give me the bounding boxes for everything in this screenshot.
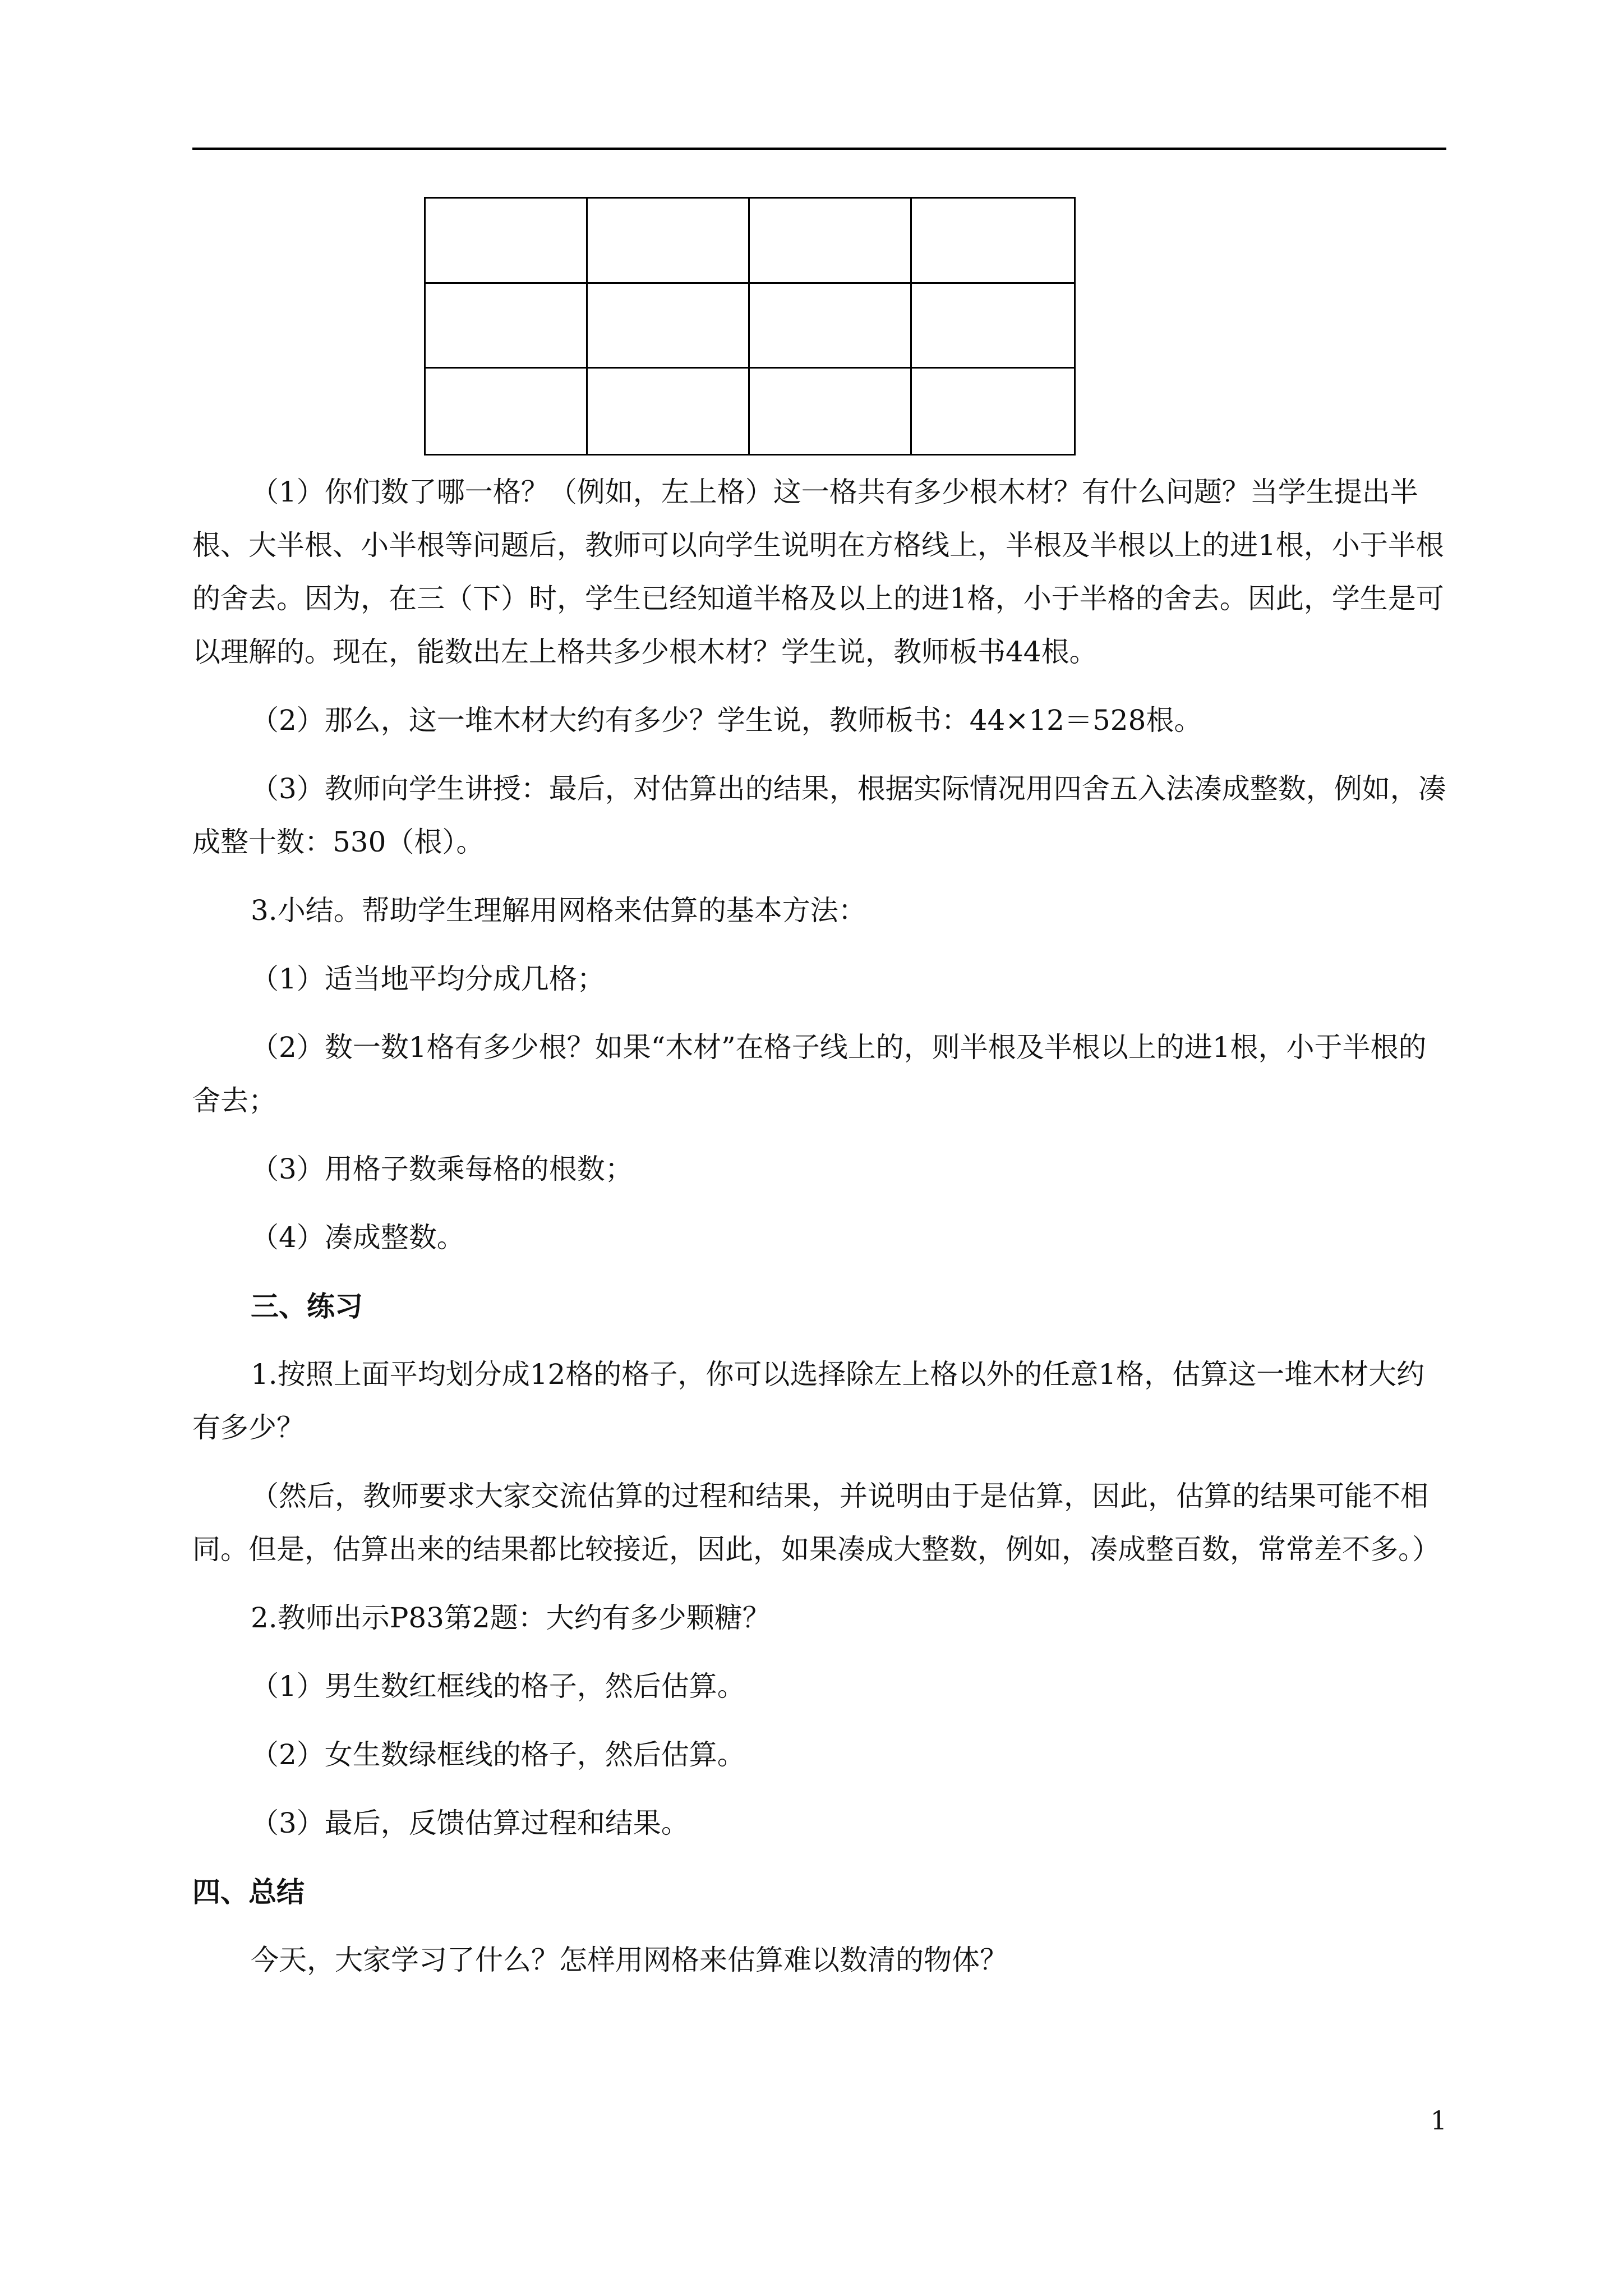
list-item: （3）用格子数乘每格的根数； — [251, 1153, 633, 1185]
paragraph: （2）那么，这一堆木材大约有多少？学生说，教师板书：44×12＝528根。 — [251, 704, 1202, 737]
grid-figure-3x4 — [424, 197, 1076, 455]
grid-cell — [912, 284, 1074, 369]
grid-cell — [912, 199, 1074, 284]
grid-cell — [426, 284, 588, 369]
grid-cell — [426, 199, 588, 284]
paragraph: （然后，教师要求大家交流估算的过程和结果，并说明由于是估算，因此，估算的结果可能不相同。但是，估算出来的结果都比较接近，因此，如果凑成大整数，例如，凑成整百数，常常差不多。） — [192, 1480, 1440, 1566]
paragraph: （3）教师向学生讲授：最后，对估算出的结果，根据实际情况用四舍五入法凑成整数，例如，凑成整十数：530（根）。 — [192, 772, 1446, 858]
header-rule — [192, 148, 1446, 150]
list-item: （1）男生数红框线的格子，然后估算。 — [251, 1670, 745, 1703]
list-item: （2）数一数1格有多少根？如果“木材”在格子线上的，则半根及半根以上的进1根，小于半根的舍去； — [192, 1031, 1427, 1117]
section-heading-summary: 四、总结 — [192, 1875, 305, 1908]
grid-cell — [750, 199, 912, 284]
paragraph: 2.教师出示P83第2题：大约有多少颗糖？ — [251, 1602, 771, 1634]
paragraph: （1）你们数了哪一格？（例如，左上格）这一格共有多少根木材？有什么问题？当学生提出半根、大半根、小半根等问题后，教师可以向学生说明在方格线上，半根及半根以上的进1根，小于半根的舍去。因为，在三（下）时，学生已经知道半格及以上的进1格，小于半格的舍去。因此，学生是可以理解的。现在，能数出左上格共多少根木材？学生说，教师板书44根。 — [192, 476, 1444, 668]
list-item: （2）女生数绿框线的格子，然后估算。 — [251, 1738, 745, 1771]
list-item: （1）适当地平均分成几格； — [251, 963, 605, 995]
list-item: （4）凑成整数。 — [251, 1221, 465, 1254]
grid-cell — [588, 284, 750, 369]
grid-cell — [426, 369, 588, 454]
section-heading-practice: 三、练习 — [251, 1290, 363, 1323]
paragraph: 今天，大家学习了什么？怎样用网格来估算难以数清的物体？ — [251, 1944, 1008, 1976]
document-body — [192, 466, 1446, 2002]
paragraph: 3.小结。帮助学生理解用网格来估算的基本方法： — [251, 894, 866, 927]
grid-cell — [750, 369, 912, 454]
grid-cell — [588, 369, 750, 454]
paragraph: 1.按照上面平均划分成12格的格子，你可以选择除左上格以外的任意1格，估算这一堆木材大约有多少？ — [192, 1358, 1425, 1444]
page-number: 1 — [1430, 2105, 1447, 2136]
list-item: （3）最后，反馈估算过程和结果。 — [251, 1807, 689, 1839]
grid-cell — [912, 369, 1074, 454]
grid-cell — [750, 284, 912, 369]
grid-cell — [588, 199, 750, 284]
